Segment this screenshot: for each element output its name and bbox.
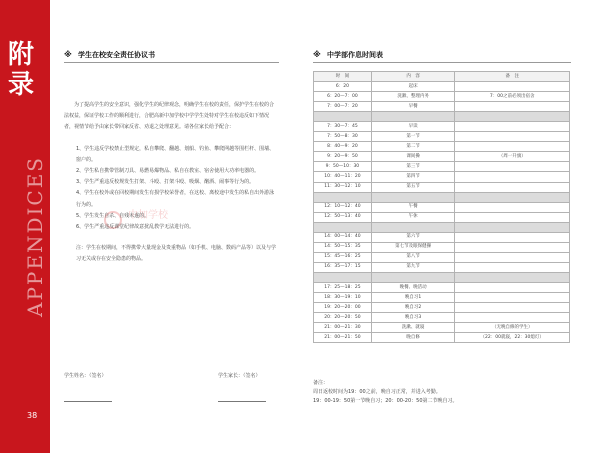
table-row (314, 303, 570, 313)
table-cell: 6：20—7：00 (314, 92, 372, 102)
table-cell: 晚自习1 (371, 293, 455, 303)
notes-line: 19：00-19：50第一节晚自习；20：00-20：50第二节晚自习。 (313, 398, 458, 404)
table-cell: 11：30—12：10 (314, 182, 372, 192)
table-cell (455, 112, 570, 122)
table-cell: （无晚自修的学生） (455, 323, 570, 333)
table-cell (314, 112, 372, 122)
agreement-body (64, 100, 278, 266)
table-row (314, 152, 570, 162)
right-header (313, 50, 571, 63)
table-cell (455, 262, 570, 272)
table-cell: 课间操 (371, 152, 455, 162)
table-cell: 15：45—16：25 (314, 252, 372, 262)
rule-item: 3、学生严重违反校规发生打架、斗殴、打架斗殴、吸烟、酗酒、闹事等行为的。 (76, 179, 255, 186)
table-cell (455, 82, 570, 92)
table-cell: 10：40—11：20 (314, 172, 372, 182)
table-cell: 午休 (371, 212, 455, 222)
table-cell: 12：10—12：40 (314, 202, 372, 212)
table-cell (314, 222, 372, 232)
table-cell: 14：00—14：40 (314, 232, 372, 242)
table-separator-row (314, 112, 570, 122)
table-row (314, 142, 570, 152)
table-cell: （22：00就寝，22：30熄灯） (455, 333, 570, 343)
appendix-title (8, 40, 34, 100)
table-cell: 第八节 (371, 252, 455, 262)
table-cell: 第九节 (371, 262, 455, 272)
left-title: 学生在校安全责任协议书 (78, 51, 155, 59)
table-cell: 8：40—9：20 (314, 142, 372, 152)
header-cell: 时 间 (314, 72, 372, 82)
table-row (314, 323, 570, 333)
table-row (314, 82, 570, 92)
table-cell: 17：25—18：25 (314, 282, 372, 292)
table-cell (455, 222, 570, 232)
parent-signature-line (218, 401, 266, 402)
table-cell: 起床 (371, 82, 455, 92)
table-cell: 洗漱、就寝 (371, 323, 455, 333)
table-cell (455, 232, 570, 242)
table-row (314, 333, 570, 343)
rule-item: 5、学生发生自杀、自残未遂的。 (76, 212, 150, 219)
table-row (314, 162, 570, 172)
table-separator-row (314, 222, 570, 232)
table-cell (455, 293, 570, 303)
table-cell: 9：50—10：30 (314, 162, 372, 172)
table-cell: 第一节 (371, 132, 455, 142)
table-cell: 晚餐、晚活动 (371, 282, 455, 292)
table-cell (455, 313, 570, 323)
parent-signature-label: 学生家长：（签名） (218, 373, 261, 379)
schedule-table (313, 71, 570, 343)
table-row (314, 252, 570, 262)
table-header-row (314, 72, 570, 82)
rule-item: 1、学生违反学校禁止型规定，私自攀爬、翻越、划船、钓鱼、攀爬网越等围栏杆、围墙、窗户的。 (76, 145, 275, 163)
student-signature-label: 学生姓名：（签名） (64, 373, 107, 379)
table-cell (371, 272, 455, 282)
table-row (314, 232, 570, 242)
table-cell (455, 242, 570, 252)
table-cell: 12：50—13：40 (314, 212, 372, 222)
table-row (314, 122, 570, 132)
table-cell: 早餐 (371, 102, 455, 112)
table-cell (455, 282, 570, 292)
table-row (314, 282, 570, 292)
table-cell: 7：00—7：20 (314, 102, 372, 112)
table-cell: 7：00之前必须出宿舍 (455, 92, 570, 102)
note-paragraph: 注：学生在校期间，不得携带大量现金及贵重物品（如手机、电脑、数码产品等）以及与学习无关或存在安全隐患的物品。 (76, 245, 277, 263)
page-number: 38 (27, 411, 38, 420)
table-cell (455, 182, 570, 192)
table-cell: 第二节 (371, 142, 455, 152)
table-cell: 7：50—8：30 (314, 132, 372, 142)
table-cell (455, 252, 570, 262)
table-cell: 第七节及眼保健操 (371, 242, 455, 252)
table-cell (455, 303, 570, 313)
table-cell (314, 272, 372, 282)
table-cell: 洗漱、整理内务 (371, 92, 455, 102)
table-cell: 20：20—20：50 (314, 313, 372, 323)
table-cell: 第三节 (371, 162, 455, 172)
side-band (0, 0, 50, 453)
table-row (314, 293, 570, 303)
table-row (314, 202, 570, 212)
table-row (314, 92, 570, 102)
header-cell: 备 注 (455, 72, 570, 82)
header-mark-icon: ※ (313, 50, 321, 59)
notes-line: 周日返校时间为19：00之前，晚自习正常，并进入考勤。 (313, 389, 441, 395)
appendix-char-fu: 附 (8, 40, 35, 70)
table-cell: 午餐 (371, 202, 455, 212)
table-cell (455, 212, 570, 222)
table-cell (314, 192, 372, 202)
table-row (314, 212, 570, 222)
table-cell (455, 202, 570, 212)
table-cell: 第五节 (371, 182, 455, 192)
table-cell: （周一升旗） (455, 152, 570, 162)
table-row (314, 242, 570, 252)
table-cell (455, 102, 570, 112)
table-cell (455, 142, 570, 152)
appendix-english-text: APPENDICES (23, 156, 47, 317)
header-mark-icon: ※ (64, 50, 72, 59)
appendix-char-lu: 录 (8, 70, 35, 100)
table-cell: 早读 (371, 122, 455, 132)
table-cell: 9：20—9：50 (314, 152, 372, 162)
right-title: 中学部作息时间表 (327, 51, 383, 59)
schedule-notes (313, 379, 573, 406)
rule-item: 2、学生私自携带管制刀具、易燃易爆物品、私自在教室、宿舍使用大功率电器的。 (76, 168, 260, 175)
table-cell (371, 222, 455, 232)
watermark-text: 中加学校 (128, 210, 168, 221)
table-row (314, 182, 570, 192)
table-separator-row (314, 272, 570, 282)
rule-item: 4、学生在校外或在回校期间发生有损学校荣誉者，在这校、离校途中发生的私自出外游泳行为的。 (76, 190, 275, 208)
intro-paragraph: 为了提高学生的安全意识，强化学生的纪律观念，明确学生在校的责任，保护学生在校的合法权益，保证学校工作的顺利进行，合肥高新中加学校中学学生处特对学生在校违反如下情况者，视情节给予由家长带回家反省、劝退之处理意见。请各位家长给予配合： (64, 102, 275, 131)
table-cell: 晚自修 (371, 333, 455, 343)
header-cell: 内 容 (371, 72, 455, 82)
table-cell: 18：30—19：10 (314, 293, 372, 303)
table-cell: 6：20 (314, 82, 372, 92)
table-cell (455, 272, 570, 282)
appendix-english (23, 120, 47, 320)
table-cell: 21：00—21：50 (314, 333, 372, 343)
table-cell (455, 162, 570, 172)
table-cell (455, 122, 570, 132)
table-cell (455, 132, 570, 142)
table-row (314, 102, 570, 112)
table-cell: 第六节 (371, 232, 455, 242)
table-cell: 晚自习3 (371, 313, 455, 323)
table-separator-row (314, 192, 570, 202)
table-cell (455, 172, 570, 182)
table-cell (371, 192, 455, 202)
notes-title: 备注： (313, 380, 329, 386)
student-signature-line (64, 401, 112, 402)
table-cell: 7：30—7：45 (314, 122, 372, 132)
table-cell: 19：20—20：00 (314, 303, 372, 313)
table-cell: 第四节 (371, 172, 455, 182)
table-cell (371, 112, 455, 122)
left-header (64, 50, 279, 63)
table-row (314, 172, 570, 182)
rule-item: 6、学生严重违反课堂纪律故意扰乱教学无法进行的。 (76, 224, 195, 231)
table-cell: 16：35—17：15 (314, 262, 372, 272)
table-cell (455, 192, 570, 202)
table-row (314, 132, 570, 142)
table-cell: 晚自习2 (371, 303, 455, 313)
table-row (314, 262, 570, 272)
table-cell: 14：50—15：35 (314, 242, 372, 252)
table-row (314, 313, 570, 323)
table-cell: 21：00—21：30 (314, 323, 372, 333)
